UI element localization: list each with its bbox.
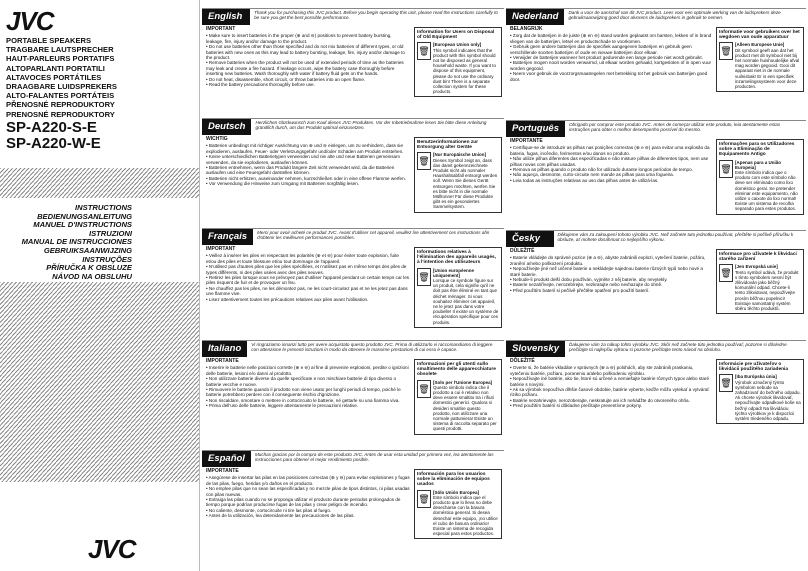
- battery-warnings: [206, 247, 410, 328]
- section-portugues: [506, 120, 806, 228]
- language-label: Español: [202, 451, 251, 467]
- disposal-info-title: Benutzerinformationen zur Entsorgung alter Geräte: [417, 140, 479, 151]
- disposal-info-box: [716, 27, 804, 92]
- warning-item: • Ne chauffez pas les piles, ne les démontez pas, ne les court-circuitez pas et ne les jetez pas dans une flamme vive.: [206, 286, 410, 297]
- battery-warnings: [510, 249, 712, 314]
- warning-item: • Read the battery precautions thoroughly before use.: [206, 82, 410, 87]
- disposal-info-title: Informace pro uživatele k likvidaci starého zařízení: [719, 252, 797, 263]
- warning-item: • Veillez à insérer les piles en respectant les polarités (⊕ et ⊖) pour éviter toute explosion, fuite et/ou des piles et toute blessure et/ou tout dommage de l'appareil.: [206, 253, 410, 264]
- warning-heading: IMPORTANTE: [206, 358, 239, 364]
- instruction-titles: INSTRUCTIONS BEDIENUNGSANLEITUNG MANUEL D'INSTRUCTIONS ISTRUZIONI MANUAL DE INSTRUCCIONES GEBRUIKSAANWIJZING INSTRUÇÕES PŘÍRUČKA K OBSLUZE NÁVOD NA OBSLUHU: [21, 203, 132, 281]
- section-body: [202, 245, 504, 328]
- section-intro: Muchas gracias por la compra de este producto JVC. Antes de usar esta unidad por primera vez, lea atentamente las instrucciones para obtener el mejor rendimiento posible.: [254, 452, 494, 463]
- warning-item: • No emplee pilas que no sean las especificadas y no mezcle pilas de tipos distintos, ni pilas usadas con pilas nuevas.: [206, 486, 410, 497]
- language-label: Italiano: [202, 341, 247, 357]
- battery-warnings: [510, 359, 712, 424]
- disposal-info-region: [Solo per l'Unione Europea]: [433, 379, 493, 385]
- warning-item: • Keine unterschiedlichen Batterietypen verwenden und nie alte und neue Batterien gemeinsam verwenden, da sie explodieren, auslaufen können.: [206, 154, 410, 165]
- warning-item: • Não aqueça, desmonte, curto-circuite nem mande as pilhas para uma fogueira.: [510, 172, 712, 177]
- section-francais: [202, 228, 504, 338]
- section-cesky: [506, 230, 806, 338]
- crossed-bin-icon: 🗑: [417, 152, 431, 170]
- warning-item: • Non riscaldare, smontare o mettere in cortocircuito le batterie, né gettarle su una fiamma viva.: [206, 398, 410, 403]
- disposal-info-box: [414, 469, 502, 539]
- disposal-info-region: [Jen Evropská unie]: [735, 264, 778, 270]
- language-label: Slovensky: [506, 341, 565, 357]
- disposal-info-text: Este símbolo indica que el producto que lo lleva no debe desecharse con la basura doméstica general. Si desea desechar este equipo, ¡no utilice el cubo de basura ordinario! Existe un sistema de recogida especial para estos productos.: [433, 494, 498, 537]
- battery-warnings: [206, 469, 410, 539]
- disposal-info-region: [Nur Europäische Union]: [433, 152, 487, 158]
- crossed-bin-icon: 🗑: [719, 160, 733, 178]
- warning-item: • Extraiga las pilas cuando no se proponga utilizar el producto durante periodos prolongados de tiempo porque podrían producirse fugas de las pilas y crear peligro de incendio.: [206, 497, 410, 508]
- warning-item: • Baterie vkládejte do správné pozice (⊕ a ⊖), abyste zabránili explozi, vytečení baterie, požáru, zranění a/nebo poškození produktu.: [510, 255, 712, 266]
- warning-item: • Inserire le batterie nelle posizioni corrette (⊕ e ⊖) al fine di prevenire esplosioni, perdite o ignizioni delle batterie, lesioni e/o danni al prodotto.: [206, 365, 410, 376]
- language-label: Nederland: [506, 9, 564, 25]
- warning-list: [510, 255, 712, 293]
- warning-heading: BELANGRIJK: [510, 26, 543, 32]
- battery-warnings: [206, 359, 410, 435]
- warning-item: • Remove batteries when the product will not be used of extended periods of time as the batteries may leak and create a fire hazard. If leakage occurs, wipe the battery case thoroughly before inserting new batteries. Wash thoroughly with water if battery fluid gets on the hands.: [206, 60, 410, 76]
- disposal-info-text: Výrobok označený týmto symbolom nebude sa zahadzovať do bežného odpadu. Ak chcete výrobok likvidovať, nepoužívajte odpadkové koše na bežný odpad! Na likvidáciu týchto výrobkov je k dispozícii systém triedeného odpadu.: [735, 379, 801, 422]
- warning-item: • Batérie nezahrievajte, nerozoberajte, neskratujte ani ich nehádžte do otvoreného ohňa.: [510, 398, 712, 403]
- battery-warnings: [510, 27, 712, 92]
- disposal-info-region: [Iba Európska únia]: [735, 374, 777, 380]
- warning-item: • Non utilizzare batterie diverse da quelle specificate e non mischiare batterie di tipo diverso o batterie vecchie e nuove.: [206, 376, 410, 387]
- section-body: [202, 25, 504, 97]
- section-intro: Vi ringraziamo innanzi tutto per avere acquistato questo prodotto JVC. Prima di utilizzarlo vi raccomandiamo di leggere con attenzione le presenti istruzioni in modo da ottenere le massime prestazioni di cui esso è capace.: [251, 342, 493, 353]
- warning-list: [206, 475, 410, 518]
- disposal-info-text: Tento symbol udává, že produkt s tímto symbolem nesmí být zlikvidován jako běžný komunální odpad. Chcete-li tento zlikvidovat, nepoužívejte prosím běžnou popelnici! Existuje samostatný systém sběru těchto produktů.: [735, 269, 799, 312]
- warning-item: • Antes de la utilización, lea detenidamente las precauciones de las pilas.: [206, 513, 410, 518]
- disposal-info-text: Dieses Symbol zeigt an, dass das damit gekennzeichnete Produkt nicht als normaler Haushaltsabfall entsorgt werden soll. Wenn Sie dieses Gerät entsorgen möchten, werfen Sie es bitte nicht in die normale Mülltonne! Für diese Produkte gibt es ein gesondertes Sammelsystem.: [433, 157, 498, 210]
- warning-item: • Rimuovere le batterie quando il prodotto non viene usato per lunghi periodi di tempo, poiché le batterie potrebbero perdere con il conseguente rischio d'ignizione.: [206, 387, 410, 398]
- language-label: Português: [506, 121, 565, 137]
- warning-item: • Před použitím baterií si pečlivě přečtěte opatření pro použití baterií.: [510, 288, 712, 293]
- warning-heading: DŮLEŽITÉ: [510, 248, 535, 254]
- hatch-pattern: [0, 282, 199, 482]
- warning-heading: WICHTIG: [206, 136, 228, 142]
- crossed-bin-icon: 🗑: [417, 268, 431, 286]
- disposal-info-region: [Sólo Unión Europea]: [433, 489, 479, 495]
- section-intro: Merci pour avoir acheté ce produit JVC. Avant d'utiliser cet appareil, veuillez lire attentivement ces instructions afin d'obtenir les meilleures performances possibles.: [257, 230, 490, 241]
- disposal-info-title: Informatie voor gebruikers over het wegdoen van oude apparatuur: [719, 30, 800, 41]
- warning-item: • Do not use batteries other than those specified and do not mix batteries of different types, or old batteries with new ones as this may lead to battery bursting, leakage, fire, injury and/or damage to the product.: [206, 44, 410, 60]
- warning-item: • Não utilize pilhas diferentes das especificadas e não misture pilhas de diferentes tipos, nem use pilhas novas com pilhas usadas.: [510, 156, 712, 167]
- section-intro: Obrigado por comprar este produto JVC. Antes de começar utilizar este produto, leia atentamente estas instruções para obter o melhor desempenho possível do mesmo.: [568, 122, 781, 133]
- model-numbers: SP-A220-S-E SP-A220-W-E: [6, 119, 101, 152]
- disposal-info-region: [European Union only]: [433, 42, 482, 48]
- section-header: [202, 229, 504, 245]
- left-cover-panel: [0, 0, 200, 571]
- disposal-info-box: [414, 27, 502, 97]
- section-body: [202, 357, 504, 435]
- disposal-info-text: Lorsque ce symbole figure sur un produit, cela signifie qu'il ne doit pas être éliminé en tant que déchet ménager. Si vous souhaitez éliminer cet appareil, ne le jetez pas dans votre poubelle! Il existe un système de récupération spécifique pour ces produits.: [433, 278, 499, 325]
- disposal-info-title: Information for Users on Disposal of Old Equipment: [417, 30, 495, 41]
- disposal-info-region: [Alleen Europese Unie]: [735, 42, 785, 48]
- battery-warnings: [510, 139, 712, 215]
- warning-item: • Vor Verwendung die Hinweise zum Umgang mit Batterien sorgfältig lesen.: [206, 181, 410, 186]
- section-header: [506, 231, 806, 247]
- crossed-bin-icon: 🗑: [417, 490, 431, 508]
- warning-list: [206, 253, 410, 302]
- disposal-info-text: Este símbolo indica que o produto com este símbolo não deve ser eliminado como lixo doméstico geral. Se pretender eliminar este equipamento, não utilize o caixote do lixo normal! Existe um sistema de recolha separado para estes produtos.: [735, 170, 798, 212]
- section-intro: Dank u voor de aanschaf van dit JVC product. Lees voor een optimale werking van de luidsprekers deze gebruiksaanwijzing goed door alvorens de luidsprekers in gebruik te nemen.: [568, 10, 781, 21]
- disposal-info-region: [Apenas para a União Europeia]: [735, 159, 782, 170]
- disposal-info-box: [716, 139, 804, 215]
- warning-item: • Batterijen mogen nooit worden verwarmd, uit elkaar worden gehaald, kortgesloten of in open vuur worden gegooid.: [510, 60, 712, 71]
- disposal-info-title: Informações para os Utilizadores sobre a Eliminação de Equipamento Antigo: [719, 142, 795, 158]
- language-label: Français: [202, 229, 253, 245]
- disposal-info-title: Informations relatives à l'élimination des appareils usagés, à l'intention des utilisateurs: [417, 250, 496, 266]
- disposal-info-box: [414, 247, 502, 328]
- crossed-bin-icon: 🗑: [719, 264, 733, 282]
- disposal-info-title: Información para los usuarios sobre la eliminación de equipos usados: [417, 472, 490, 488]
- crossed-bin-icon: 🗑: [719, 374, 733, 392]
- section-intro: Ďakujeme vám za nákup tohto výrobku JVC. Skôr než začnete túto jednotku používať, pozorne si dôsledne prečítajte tú najlepšiu výkonu si pozorne prečítajte tento návod na obsluhu.: [569, 342, 787, 353]
- warning-item: • Batterien entnehmen, wenn das Produkt längere Zeit nicht verwendet wird, da die Batterien auslaufen und eine Feuergefahr darstellen können.: [206, 165, 410, 176]
- section-header: [506, 121, 806, 137]
- warning-item: • Nepoužívajte iné batérie, ako tie, ktoré sú určené a nemiešajte batérie rôznych typov alebo staré batérie s novými.: [510, 376, 712, 387]
- warning-item: • Neem voor gebruik de voorzorgsmaatregelen met betrekking tot het gebruik van batterijen goed door.: [510, 71, 712, 82]
- language-label: English: [202, 9, 250, 25]
- section-header: [202, 451, 504, 467]
- section-body: [506, 357, 806, 424]
- warning-item: • Remova as pilhas quando o produto não for utilizado durante longos períodos de tempo.: [510, 167, 712, 172]
- disposal-info-text: This symbol indicates that the product with this symbol should not be disposed as general household waste. If you want to dispose of this equipment, please do not use the ordinary dust bin! There is a separate collection system for these products.: [433, 47, 497, 95]
- battery-warnings: [206, 137, 410, 213]
- disposal-info-text: Dit symbool geeft aan dat het product met dit symbool niet bij het normale huishoudelijke afval mag worden gegooid. Gooi dit apparaat niet in de normale vuilnisbak! Er is een specifiek inzamelingssysteem voor deze producten.: [735, 47, 800, 90]
- section-header: [506, 9, 806, 25]
- disposal-info-title: Informácie pre užívateľov o likvidácii použitého zariadenia: [719, 362, 789, 373]
- warning-item: • Pred použitím batérií si dôkladne prečítajte preventívne pokyny.: [510, 403, 712, 408]
- warning-list: [510, 145, 712, 183]
- warning-item: • Certifique-se de introduzir as pilhas nas posições correctas (⊕ e ⊖) para evitar uma explosão da bateria, fugas, incêndio, ferimentos e/ou danos no produto.: [510, 145, 712, 156]
- section-header: [202, 119, 504, 135]
- warning-item: • Nepoužívejte jiné než určené baterie a nekládejte najednou baterie různých typů nebo nové a staré baterie.: [510, 266, 712, 277]
- jvc-logo: JVC: [6, 6, 54, 36]
- disposal-info-box: [414, 359, 502, 435]
- disposal-info-box: [414, 137, 502, 213]
- section-italiano: [202, 340, 504, 448]
- warning-item: • Verwijder de batterijen wanneer het product gedurende een lange periode niet wordt gebruikt.: [510, 55, 712, 60]
- warning-item: • Gebruik geen andere batterijen dan de specifiek aangegeven batterijen en gebruik geen verschillende soorten batterijen of oude en nieuwe batterijen door elkaar.: [510, 44, 712, 55]
- warning-item: • Overte si, že batérie vkladáte v správnych (⊕ a ⊖) polohách, aby ste zabránili praskaniu, vytečeniu batérie, požiaru, poraneniu a/alebo poškodeniu výrobku.: [510, 365, 712, 376]
- warning-item: • Zorg dat de batterijen in de juiste (⊕ en ⊖) stand worden geplaatst om barsten, lekken of in brand vliegen van de batterijen, letsel en productschade te voorkomen.: [510, 33, 712, 44]
- section-body: [506, 247, 806, 314]
- warning-list: [510, 33, 712, 82]
- warning-list: [510, 365, 712, 408]
- section-intro: Děkujeme vám za zakoupení tohoto výrobku JVC. Než začnete tuto jednotku používat, přečtěte si pečlivě příručku k obsluze, ať mohete dosáhnout co nejlepšího výkonu.: [557, 232, 794, 243]
- warning-item: • Asegúrese de insertar las pilas en las posiciones correctas (⊕ y ⊖) para evitar explosiones y fugas de las pilas, fuego, heridas y/o daños en el producto.: [206, 475, 410, 486]
- section-header: [202, 341, 504, 357]
- section-body: [202, 135, 504, 213]
- warning-item: • Do not heat, disassemble, short circuit, or throw batteries into an open flame.: [206, 77, 410, 82]
- disposal-info-text: Questo simbolo indica che il prodotto a cui è relativo non deve essere smaltito tra i rifiuti domestici generici. Qualora si desideri smaltire questo prodotto, non utilizzare una normale pattumiera! Esiste un sistema di raccolta separato per questi prodotti.: [433, 384, 497, 432]
- warning-item: • Lisez attentivement toutes les précautions relatives aux piles avant l'utilisation.: [206, 297, 410, 302]
- warning-item: • Leia todas as instruções relativas ao uso das pilhas antes de utilizá-las.: [510, 178, 712, 183]
- warning-item: • Batterien nicht erhitzen, auseinander nehmen, kurzschließen oder in eine offene Flamme werfen.: [206, 176, 410, 181]
- section-body: [202, 467, 504, 539]
- warning-list: [206, 365, 410, 408]
- warning-heading: IMPORTANT: [206, 26, 236, 32]
- jvc-logo-bottom: JVC: [88, 534, 136, 564]
- language-label: Deutsch: [202, 119, 251, 135]
- warning-heading: IMPORTANTE: [510, 138, 543, 144]
- language-label: Česky: [506, 231, 554, 247]
- section-slovensky: [506, 340, 806, 458]
- battery-warnings: [206, 27, 410, 97]
- section-espanol: [202, 450, 504, 568]
- crossed-bin-icon: 🗑: [719, 42, 733, 60]
- section-intro: Thank you for purchasing this JVC product. Before you begin operating this unit, please read the instructions carefully to be sure you get the best possible performance.: [254, 10, 498, 21]
- warning-heading: IMPORTANTE: [206, 468, 239, 474]
- warning-item: • Batterien unbedingt mit richtiger Ausrichtung von ⊕ und ⊖ einlegen, um zu verhindern, dass sie explodieren, auslaufen, Feuer- oder Verletzungsgefahr und/oder Schäden am Produkt entstehen.: [206, 143, 410, 154]
- section-intro: Herzlichen Glückwunsch zum Kauf dieses JVC-Produktes. Vor der Inbetriebnahme lesen Sie bitte diese Anleitung gründlich durch, um das Produkt optimal einzusetzen.: [255, 120, 487, 131]
- warning-list: [206, 143, 410, 186]
- disposal-info-title: Informazioni per gli utenti sullo smaltimento delle apparecchiature obsolete: [417, 362, 496, 378]
- warning-item: • Baterie nezahřívejte, nerozebírejte, nezkratujte nebo nevhazujte do ohně.: [510, 282, 712, 287]
- disposal-info-region: [Union européenne uniquement]: [433, 267, 475, 278]
- warning-item: • Make sure to insert batteries in the proper (⊕ and ⊖) positions to prevent battery bursting, leakage, fire, injury and/or damage to the product.: [206, 33, 410, 44]
- warning-item: • Prima dell'uso delle batterie, leggere attentamente le precauzioni relative.: [206, 403, 410, 408]
- section-body: [506, 137, 806, 215]
- section-english: [202, 8, 504, 116]
- warning-item: • N'utilisez pas d'autres piles que les piles spécifiées, et n'utilisez pas en même temps des piles de types différents, ni des piles usées avec des piles neuves.: [206, 264, 410, 275]
- warning-item: • Ak sa výrobok nepoužíva dlhšie časové obdobie, batérie vyberte, keďže môžu vytekať a vytvárať riziko požiaru.: [510, 387, 712, 398]
- section-header: [506, 341, 806, 357]
- warning-item: • No caliente, desmonte, cortocircuite ni tire las pilas al fuego.: [206, 508, 410, 513]
- warning-item: • Retirez les piles lorsque vous ne prévoyez pas d'utiliser l'appareil pendant un certain temps car les piles risquent de fuir et de provoquer un feu.: [206, 275, 410, 286]
- section-nederland: [506, 8, 806, 118]
- warning-list: [206, 33, 410, 87]
- section-deutsch: [202, 118, 504, 226]
- section-body: [506, 25, 806, 92]
- section-header: [202, 9, 504, 25]
- disposal-info-box: [716, 359, 804, 424]
- hatch-pattern: [0, 168, 199, 198]
- warning-heading: IMPORTANT: [206, 246, 236, 252]
- crossed-bin-icon: 🗑: [417, 380, 431, 398]
- warning-heading: DÔLEŽITÉ: [510, 358, 535, 364]
- product-titles: PORTABLE SPEAKERS TRAGBARE LAUTSPRECHER HAUT-PARLEURS PORTATIFS ALTOPARLANTI PORTATILI ALTAVOCES PORTÁTILES DRAAGBARE LUIDSPREKERS ALTO-FALANTES PORTÁTEIS PŘENOSNÉ REPRODUKTORY PRENOSNÉ REPRODUKTORY: [6, 36, 117, 119]
- warning-item: • Nebude-li produkt delší dobu používán, vyjměte z něj baterie, aby nevytekly.: [510, 277, 712, 282]
- disposal-info-box: [716, 249, 804, 314]
- crossed-bin-icon: 🗑: [417, 42, 431, 60]
